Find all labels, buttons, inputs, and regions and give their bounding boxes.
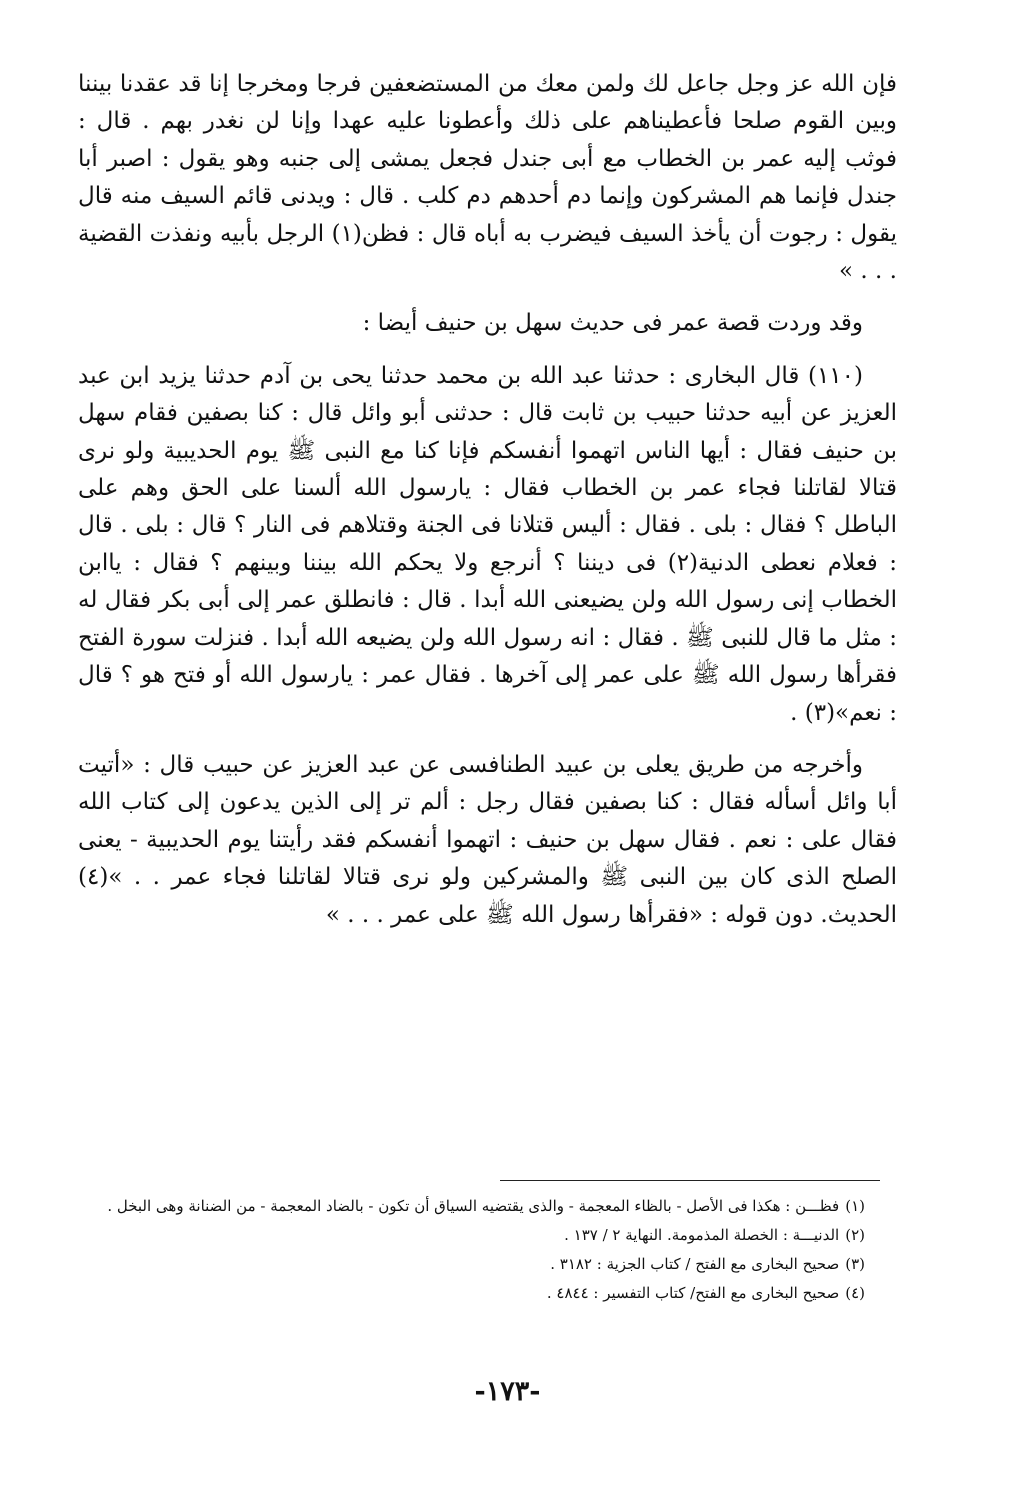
main-text <box>78 66 897 934</box>
footnote-4 <box>96 1280 865 1306</box>
paragraph-continuation: فإن الله عز وجل جاعل لك ولمن معك من المستضعفين فرجا ومخرجا إنا قد عقدنا بيننا وبين القوم صلحا فأعطيناهم على ذلك وأعطونا عليه عهدا وإنا لن نغدر بهم . قال : فوثب إليه عمر بن الخطاب مع أبى جندل فجعل يمشى إلى جنبه وهو يقول : اصبر أبا جندل فإنما هم المشركون وإنما دم أحدهم دم كلب . قال : ويدنى قائم السيف منه قال يقول : رجوت أن يأخذ السيف فيضرب به أباه قال : فظن(١) الرجل بأبيه ونفذت القضية . . . » <box>78 71 897 285</box>
paragraph-other-narration: وأخرجه من طريق يعلى بن عبيد الطنافسى عن عبد العزيز عن حبيب قال : «أتيت أبا وائل أسأله فقال : كنا بصفين فقال رجل : ألم تر إلى الذين يدعون إلى كتاب الله فقال على : نعم . فقال سهل بن حنيف : اتهموا أنفسكم فقد رأيتنا يوم الحديبية - يعنى الصلح الذى كان بين النبى ﷺ والمشركين ولو نرى قتالا لقاتلنا فجاء عمر . . »(٤) الحديث. دون قوله : «فقرأها رسول الله ﷺ على عمر . . . » <box>78 751 897 928</box>
footnote-text: صحيح البخارى مع الفتح/ كتاب التفسير : ٤٨٤٤ . <box>546 1284 840 1302</box>
page-number: -١٧٣- <box>474 1376 541 1407</box>
paragraph-intro: وقد وردت قصة عمر فى حديث سهل بن حنيف أيضا : <box>362 310 863 337</box>
footnote-text: الدنيـــة : الخصلة المذمومة. النهاية ٢ / ١٣٧ . <box>564 1226 840 1244</box>
footnote-number: (٤) <box>845 1284 865 1302</box>
footnote-number: (٢) <box>845 1226 865 1244</box>
footnote-1 <box>96 1193 865 1219</box>
footnote-3 <box>96 1251 865 1277</box>
footnote-2 <box>96 1222 865 1248</box>
footnote-divider <box>500 1180 880 1181</box>
footnote-number: (٣) <box>845 1255 865 1273</box>
footnote-number: (١) <box>845 1197 865 1215</box>
footnote-text: صحيح البخارى مع الفتح / كتاب الجزية : ٣١٨٢ . <box>550 1255 840 1273</box>
footnotes <box>96 1193 865 1309</box>
paragraph-hadith-110: (١١٠) قال البخارى : حدثنا عبد الله بن محمد حدثنا يحى بن آدم حدثنا يزيد ابن عبد العزيز عن أبيه حدثنا حبيب بن ثابت قال : حدثنى أبو وائل قال : كنا بصفين فقام سهل بن حنيف فقال : أيها الناس اتهموا أنفسكم فإنا كنا مع النبى ﷺ يوم الحديبية ولو نرى قتالا لقاتلنا فجاء عمر بن الخطاب فقال : يارسول الله ألسنا على الحق وهم على الباطل ؟ فقال : بلى . فقال : أليس قتلانا فى الجنة وقتلاهم فى النار ؟ قال : بلى . قال : فعلام نعطى الدنية(٢) فى ديننا ؟ أنرجع ولا يحكم الله بيننا وبينهم ؟ فقال : ياابن الخطاب إنى رسول الله ولن يضيعنى الله أبدا . قال : فانطلق عمر إلى أبى بكر فقال له : مثل ما قال للنبى ﷺ . فقال : انه رسول الله ولن يضيعه الله أبدا . فنزلت سورة الفتح فقرأها رسول الله ﷺ على عمر إلى آخرها . فقال عمر : يارسول الله أو فتح هو ؟ قال : نعم»(٣) . <box>78 362 897 726</box>
footnote-text: فظـــن : هكذا فى الأصل - بالظاء المعجمة - والذى يقتضيه السياق أن تكون - بالضاد المعجمة - من الضنانة وهى البخل . <box>107 1197 840 1215</box>
